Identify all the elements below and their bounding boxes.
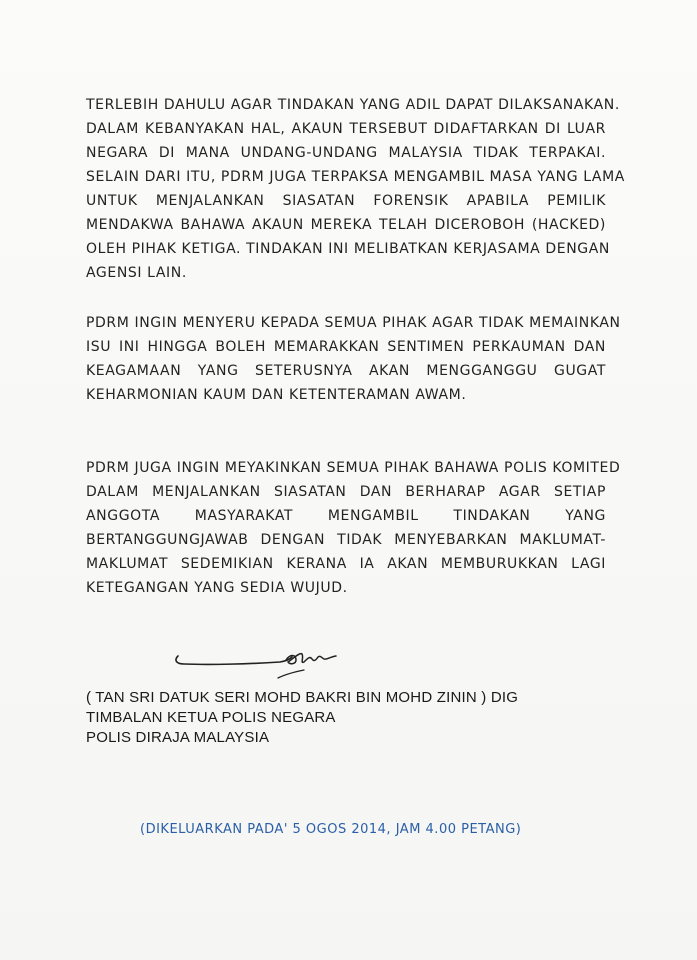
- paragraph-line: OLEH PIHAK KETIGA. TINDAKAN INI MELIBATKAN KERJASAMA DENGAN: [86, 241, 610, 257]
- signatory-name: ( TAN SRI DATUK SERI MOHD BAKRI BIN MOHD ZININ ) DIG: [86, 689, 519, 706]
- signatory-block: [86, 688, 518, 748]
- paragraph-line: AGENSI LAIN.: [86, 265, 187, 281]
- paragraph-line: ISU INI HINGGA BOLEH MEMARAKKAN SENTIMEN PERKAUMAN DAN: [86, 339, 606, 355]
- paragraph-line: KETEGANGAN YANG SEDIA WUJUD.: [86, 580, 348, 596]
- paragraph-line: KEHARMONIAN KAUM DAN KETENTERAMAN AWAM.: [86, 387, 467, 403]
- issued-date-note: (DIKELUARKAN PADA' 5 OGOS 2014, JAM 4.00 PETANG): [140, 822, 522, 837]
- paragraph-2: [86, 311, 621, 407]
- paragraph-line: TERLEBIH DAHULU AGAR TINDAKAN YANG ADIL DAPAT DILAKSANAKAN.: [86, 97, 620, 113]
- paragraph-line: ANGGOTA MASYARAKAT MENGAMBIL TINDAKAN YANG: [86, 508, 606, 524]
- paragraph-line: KEAGAMAAN YANG SETERUSNYA AKAN MENGGANGGU GUGAT: [86, 363, 606, 379]
- paragraph-line: PDRM INGIN MENYERU KEPADA SEMUA PIHAK AGAR TIDAK MEMAINKAN: [86, 315, 621, 331]
- paragraph-line: UNTUK MENJALANKAN SIASATAN FORENSIK APABILA PEMILIK: [86, 193, 606, 209]
- paragraph-line: PDRM JUGA INGIN MEYAKINKAN SEMUA PIHAK BAHAWA POLIS KOMITED: [86, 460, 621, 476]
- paragraph-line: MENDAKWA BAHAWA AKAUN MEREKA TELAH DICEROBOH (HACKED): [86, 217, 606, 233]
- paragraph-line: SELAIN DARI ITU, PDRM JUGA TERPAKSA MENGAMBIL MASA YANG LAMA: [86, 169, 625, 185]
- paragraph-line: MAKLUMAT SEDEMIKIAN KERANA IA AKAN MEMBURUKKAN LAGI: [86, 556, 606, 572]
- signatory-organization: POLIS DIRAJA MALAYSIA: [86, 729, 270, 746]
- paragraph-1: [86, 93, 625, 285]
- paragraph-line: DALAM KEBANYAKAN HAL, AKAUN TERSEBUT DIDAFTARKAN DI LUAR: [86, 121, 606, 137]
- signatory-title: TIMBALAN KETUA POLIS NEGARA: [86, 709, 336, 726]
- paragraph-line: BERTANGGUNGJAWAB DENGAN TIDAK MENYEBARKAN MAKLUMAT-: [86, 532, 606, 548]
- paragraph-line: NEGARA DI MANA UNDANG-UNDANG MALAYSIA TIDAK TERPAKAI.: [86, 145, 606, 161]
- handwritten-signature: [170, 640, 350, 682]
- paragraph-3: [86, 456, 621, 600]
- paragraph-line: DALAM MENJALANKAN SIASATAN DAN BERHARAP AGAR SETIAP: [86, 484, 606, 500]
